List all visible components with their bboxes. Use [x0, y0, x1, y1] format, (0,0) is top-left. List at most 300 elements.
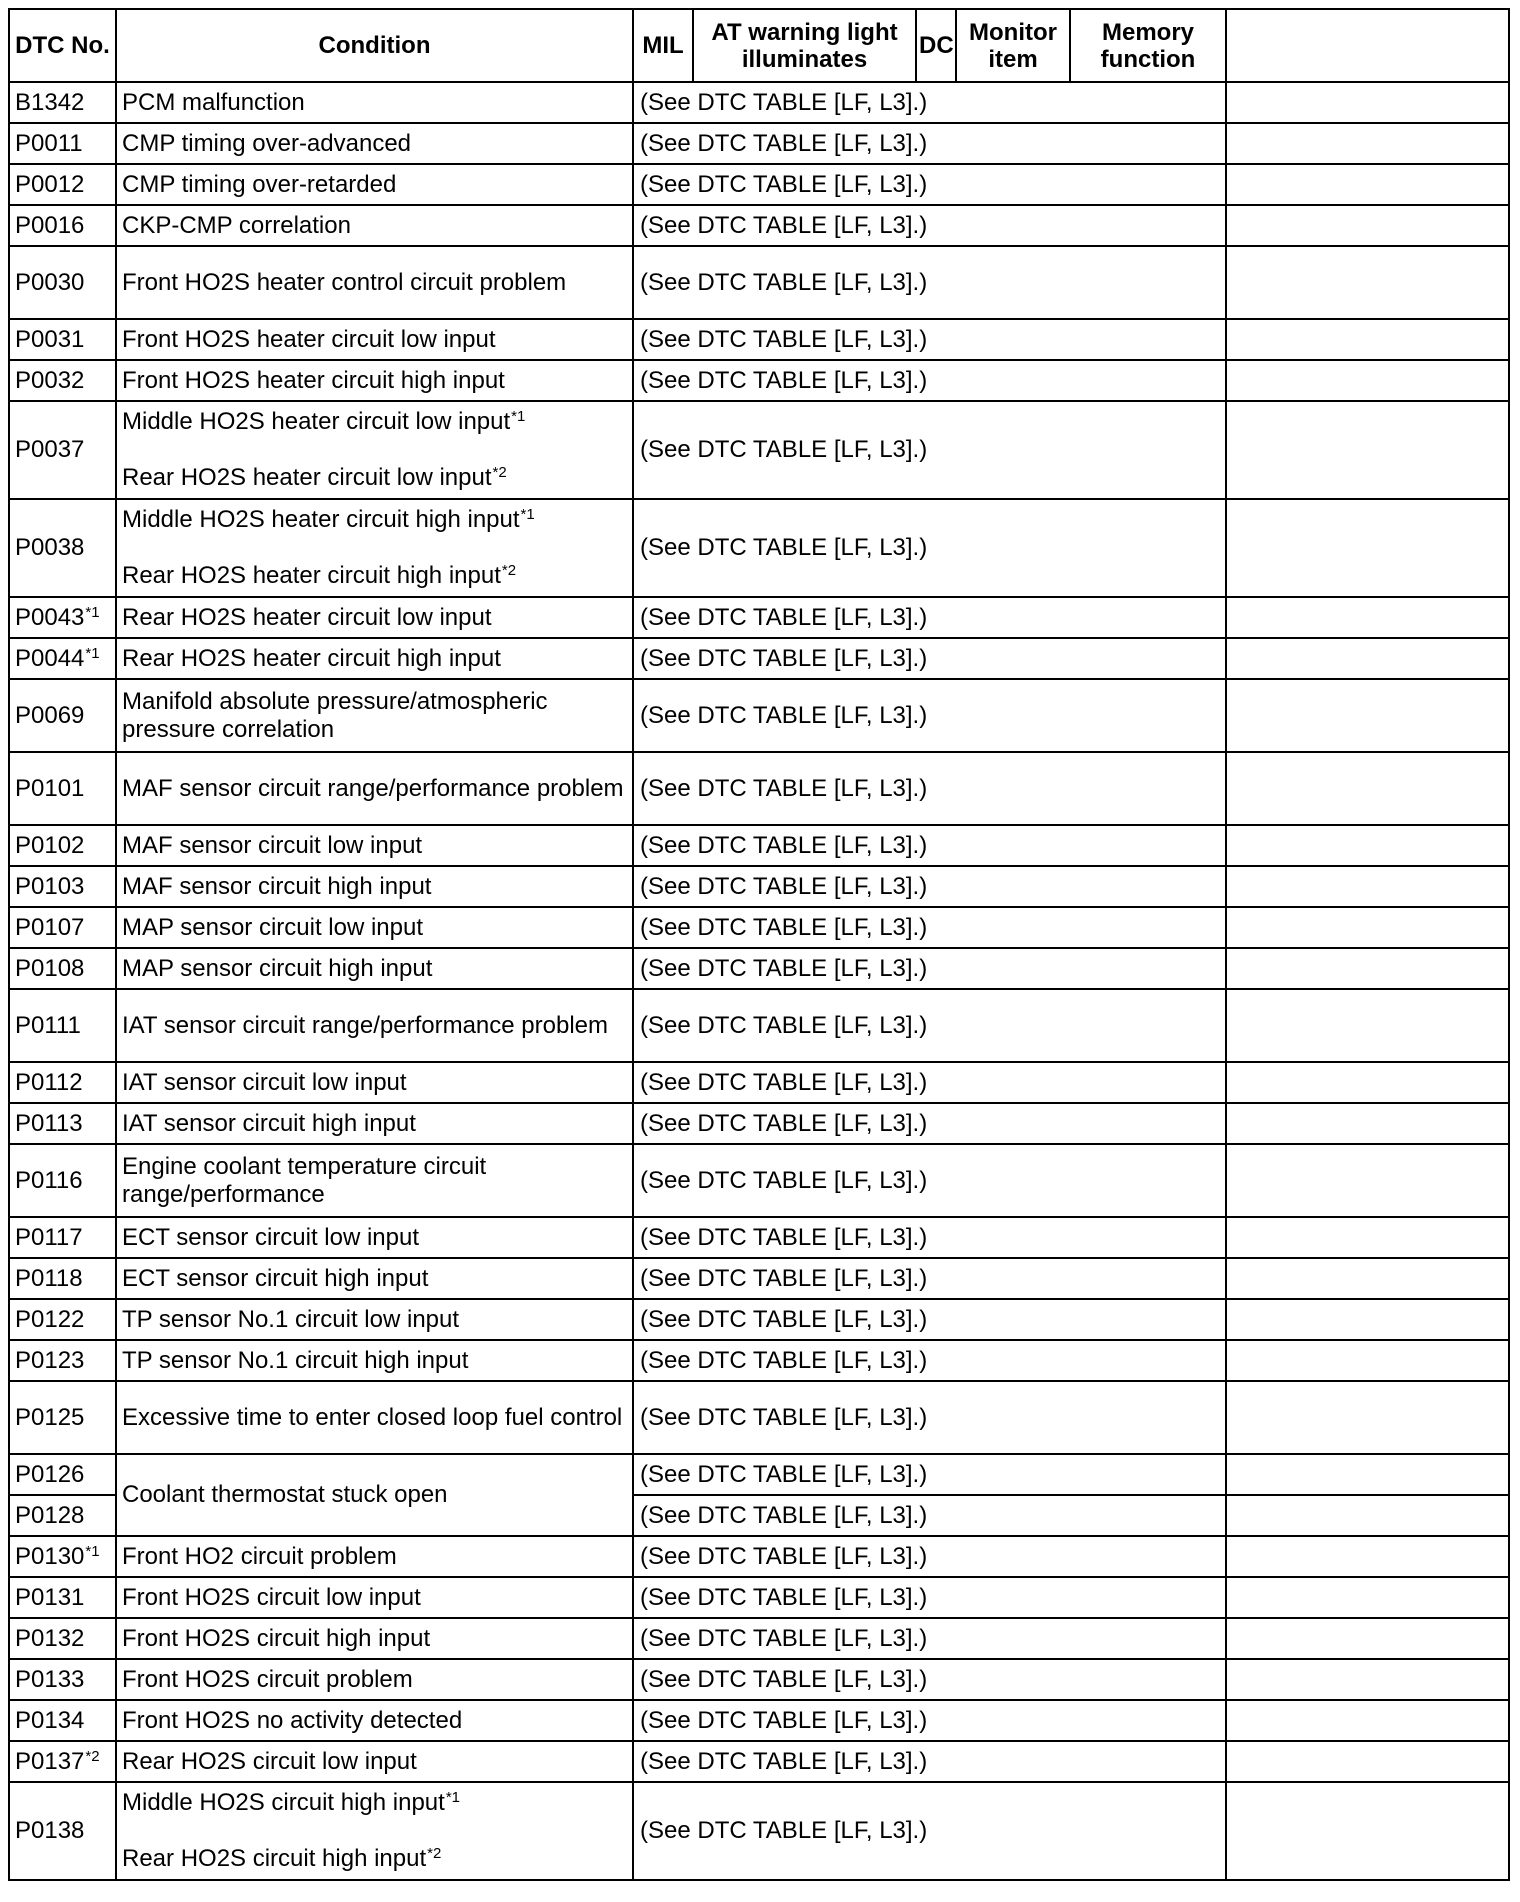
condition-text: MAF sensor circuit range/performance problem: [122, 774, 624, 802]
condition-text: Middle HO2S circuit high input: [122, 1789, 445, 1816]
dtc-code: P0016: [15, 211, 85, 239]
condition-cell: [116, 246, 633, 319]
empty-cell: [1226, 597, 1509, 638]
condition-text: IAT sensor circuit low input: [122, 1068, 407, 1096]
empty-cell: [1226, 1536, 1509, 1577]
condition-cell: [116, 123, 633, 164]
col-condition-header: Condition: [116, 9, 633, 82]
dtc-code-cell: [9, 1495, 116, 1536]
condition-line: [122, 1265, 428, 1292]
dtc-code: P0043: [15, 603, 85, 631]
empty-cell: [1226, 1495, 1509, 1536]
col-at-warning-header: AT warning light illuminates: [693, 9, 916, 82]
dtc-code-cell: [9, 82, 116, 123]
condition-text: Rear HO2S heater circuit high input: [122, 562, 501, 589]
table-row: [9, 1577, 1509, 1618]
dtc-code-cell: [9, 319, 116, 360]
condition-cell: [116, 1258, 633, 1299]
condition-cell: [116, 679, 633, 752]
condition-line: [122, 1012, 608, 1039]
dtc-code-cell: [9, 1782, 116, 1880]
dtc-table-reference: (See DTC TABLE [LF, L3].): [633, 638, 1226, 679]
condition-cell: [116, 1577, 633, 1618]
dtc-table-reference: (See DTC TABLE [LF, L3].): [633, 1782, 1226, 1880]
table-row: [9, 205, 1509, 246]
dtc-table-reference: (See DTC TABLE [LF, L3].): [633, 866, 1226, 907]
empty-cell: [1226, 123, 1509, 164]
dtc-code: P0131: [15, 1583, 85, 1611]
dtc-code: P0112: [15, 1068, 83, 1096]
condition-cell: [116, 319, 633, 360]
table-row: [9, 1700, 1509, 1741]
condition-text: Rear HO2S heater circuit low input: [122, 603, 492, 631]
empty-cell: [1226, 866, 1509, 907]
dtc-table-reference: (See DTC TABLE [LF, L3].): [633, 401, 1226, 499]
condition-text: Front HO2S heater control circuit problem: [122, 268, 567, 296]
dtc-code: P0125: [15, 1403, 85, 1431]
dtc-code: P0107: [15, 913, 85, 941]
dtc-table-reference: (See DTC TABLE [LF, L3].): [633, 164, 1226, 205]
condition-text: MAP sensor circuit low input: [122, 913, 424, 941]
empty-cell: [1226, 82, 1509, 123]
dtc-table-reference: (See DTC TABLE [LF, L3].): [633, 82, 1226, 123]
condition-line: [122, 1481, 448, 1508]
condition-text: Front HO2S circuit problem: [122, 1665, 413, 1693]
dtc-table-reference: (See DTC TABLE [LF, L3].): [633, 1299, 1226, 1340]
condition-line: [122, 562, 627, 590]
condition-line: [122, 688, 548, 743]
condition-cell: [116, 1340, 633, 1381]
empty-cell: [1226, 1454, 1509, 1495]
condition-text: CMP timing over-advanced: [122, 129, 412, 157]
table-row: [9, 164, 1509, 205]
condition-line: [122, 1845, 627, 1873]
dtc-code-cell: [9, 638, 116, 679]
table-row: [9, 1103, 1509, 1144]
condition-line: [122, 775, 624, 802]
condition-text: Manifold absolute pressure/atmospheric pressure correlation: [122, 687, 548, 743]
condition-cell: [116, 638, 633, 679]
empty-cell: [1226, 989, 1509, 1062]
table-body: [9, 82, 1509, 1880]
condition-line: [122, 873, 431, 900]
empty-cell: [1226, 1103, 1509, 1144]
table-row: [9, 1618, 1509, 1659]
empty-cell: [1226, 825, 1509, 866]
dtc-table-reference: (See DTC TABLE [LF, L3].): [633, 597, 1226, 638]
col-dc-header: DC: [916, 9, 956, 82]
condition-text: Coolant thermostat stuck open: [122, 1481, 448, 1508]
footnote-marker: *1: [445, 1789, 461, 1806]
table-row: [9, 866, 1509, 907]
table-row: [9, 1144, 1509, 1217]
dtc-code: P0111: [15, 1011, 81, 1039]
table-row: [9, 1741, 1509, 1782]
condition-line: [122, 955, 432, 982]
condition-cell: [116, 825, 633, 866]
condition-line: [122, 1069, 407, 1096]
footnote-marker: *1: [511, 408, 526, 425]
dtc-code-cell: [9, 679, 116, 752]
dtc-code-cell: [9, 948, 116, 989]
dtc-code-cell: [9, 1577, 116, 1618]
dtc-table-reference: (See DTC TABLE [LF, L3].): [633, 1741, 1226, 1782]
dtc-table-reference: (See DTC TABLE [LF, L3].): [633, 319, 1226, 360]
table-row: [9, 1299, 1509, 1340]
dtc-code: P0132: [15, 1624, 85, 1652]
dtc-code: P0038: [15, 534, 85, 561]
empty-cell: [1226, 752, 1509, 825]
footnote-marker: *2: [85, 1747, 100, 1765]
dtc-code: P0103: [15, 872, 85, 900]
col-mil-header: MIL: [633, 9, 693, 82]
empty-cell: [1226, 1299, 1509, 1340]
condition-text: IAT sensor circuit range/performance problem: [122, 1011, 608, 1039]
dtc-code-cell: [9, 866, 116, 907]
footnote-marker: *2: [427, 1845, 442, 1862]
condition-line: [122, 326, 496, 353]
condition-text: Front HO2S no activity detected: [122, 1706, 463, 1734]
dtc-code-cell: [9, 1217, 116, 1258]
dtc-code-cell: [9, 1258, 116, 1299]
dtc-code: P0101: [15, 774, 85, 802]
condition-line: [122, 645, 501, 672]
col-memory-header: Memory function: [1070, 9, 1226, 82]
dtc-code: P0037: [15, 436, 85, 463]
dtc-code: P0117: [15, 1223, 83, 1251]
dtc-code: P0128: [15, 1501, 85, 1529]
dtc-code-cell: [9, 499, 116, 597]
dtc-code: P0108: [15, 954, 85, 982]
dtc-code: P0123: [15, 1346, 85, 1374]
dtc-code: P0122: [15, 1305, 85, 1333]
condition-cell: [116, 205, 633, 246]
condition-cell: [116, 907, 633, 948]
condition-line: [122, 89, 305, 116]
table-row: [9, 1381, 1509, 1454]
dtc-code-cell: [9, 1618, 116, 1659]
dtc-code-cell: [9, 1536, 116, 1577]
dtc-table-reference: (See DTC TABLE [LF, L3].): [633, 1495, 1226, 1536]
table-row: [9, 825, 1509, 866]
condition-text: MAF sensor circuit low input: [122, 831, 423, 859]
dtc-code-cell: [9, 989, 116, 1062]
table-row: [9, 1258, 1509, 1299]
condition-text: Engine coolant temperature circuit range/performance: [122, 1152, 487, 1208]
condition-cell: [116, 1782, 633, 1880]
condition-text: Excessive time to enter closed loop fuel control: [122, 1403, 623, 1431]
dtc-table-reference: (See DTC TABLE [LF, L3].): [633, 1454, 1226, 1495]
empty-cell: [1226, 1782, 1509, 1880]
condition-text: Front HO2S heater circuit low input: [122, 325, 496, 353]
condition-line: [122, 1748, 417, 1775]
dtc-code-cell: [9, 825, 116, 866]
col-extra-header: [1226, 9, 1509, 82]
footnote-marker: *2: [501, 562, 517, 579]
dtc-table-reference: (See DTC TABLE [LF, L3].): [633, 1700, 1226, 1741]
dtc-table-reference: (See DTC TABLE [LF, L3].): [633, 246, 1226, 319]
condition-line: [122, 1543, 397, 1570]
dtc-table-reference: (See DTC TABLE [LF, L3].): [633, 360, 1226, 401]
condition-text: MAP sensor circuit high input: [122, 954, 433, 982]
condition-line: [122, 1404, 622, 1431]
condition-cell: [116, 752, 633, 825]
footnote-marker: *1: [520, 506, 535, 523]
dtc-table-reference: (See DTC TABLE [LF, L3].): [633, 1103, 1226, 1144]
condition-line: [122, 408, 627, 436]
condition-line: [122, 506, 627, 534]
footnote-marker: *2: [492, 464, 507, 481]
dtc-table-reference: (See DTC TABLE [LF, L3].): [633, 1144, 1226, 1217]
condition-cell: [116, 1454, 633, 1536]
table-row: [9, 319, 1509, 360]
dtc-table-reference: (See DTC TABLE [LF, L3].): [633, 1577, 1226, 1618]
empty-cell: [1226, 360, 1509, 401]
dtc-code-cell: [9, 1340, 116, 1381]
empty-cell: [1226, 246, 1509, 319]
dtc-table-reference: (See DTC TABLE [LF, L3].): [633, 1659, 1226, 1700]
condition-line: [122, 1666, 413, 1693]
condition-cell: [116, 989, 633, 1062]
condition-cell: [116, 1700, 633, 1741]
empty-cell: [1226, 319, 1509, 360]
dtc-code-cell: [9, 164, 116, 205]
dtc-code-cell: [9, 360, 116, 401]
dtc-code: P0116: [15, 1166, 83, 1194]
table-row: [9, 1782, 1509, 1880]
table-row: [9, 1340, 1509, 1381]
condition-text: CMP timing over-retarded: [122, 170, 397, 198]
condition-cell: [116, 401, 633, 499]
dtc-code-cell: [9, 597, 116, 638]
condition-text: Front HO2 circuit problem: [122, 1542, 397, 1570]
condition-line: [122, 1584, 421, 1611]
table-row: [9, 989, 1509, 1062]
dtc-code-cell: [9, 752, 116, 825]
table-row: [9, 907, 1509, 948]
condition-cell: [116, 499, 633, 597]
empty-cell: [1226, 1062, 1509, 1103]
dtc-code: P0113: [15, 1109, 83, 1137]
condition-line: [122, 1789, 627, 1817]
condition-line: [122, 269, 566, 296]
dtc-table-reference: (See DTC TABLE [LF, L3].): [633, 752, 1226, 825]
condition-line: [122, 1347, 468, 1374]
dtc-code: P0031: [15, 325, 85, 353]
dtc-code-cell: [9, 1381, 116, 1454]
empty-cell: [1226, 1381, 1509, 1454]
empty-cell: [1226, 679, 1509, 752]
dtc-code-cell: [9, 401, 116, 499]
condition-text: ECT sensor circuit low input: [122, 1223, 419, 1251]
dtc-table-reference: (See DTC TABLE [LF, L3].): [633, 123, 1226, 164]
condition-cell: [116, 360, 633, 401]
dtc-table-reference: (See DTC TABLE [LF, L3].): [633, 1340, 1226, 1381]
condition-line: [122, 1707, 462, 1734]
condition-text: PCM malfunction: [122, 88, 305, 116]
empty-cell: [1226, 907, 1509, 948]
condition-line: [122, 212, 351, 239]
table-row: [9, 597, 1509, 638]
condition-cell: [116, 597, 633, 638]
col-monitor-header: Monitor item: [956, 9, 1070, 82]
dtc-code: P0137: [15, 1747, 85, 1775]
condition-line: [122, 914, 423, 941]
condition-line: [122, 604, 492, 631]
dtc-table-reference: (See DTC TABLE [LF, L3].): [633, 499, 1226, 597]
condition-line: [122, 1110, 416, 1137]
condition-cell: [116, 1381, 633, 1454]
empty-cell: [1226, 205, 1509, 246]
dtc-code: B1342: [15, 88, 85, 116]
condition-cell: [116, 1062, 633, 1103]
empty-cell: [1226, 1577, 1509, 1618]
dtc-code-cell: [9, 1700, 116, 1741]
dtc-code: P0130: [15, 1542, 85, 1570]
condition-cell: [116, 1741, 633, 1782]
condition-text: Rear HO2S heater circuit low input: [122, 464, 492, 491]
table-row: [9, 752, 1509, 825]
empty-cell: [1226, 164, 1509, 205]
condition-cell: [116, 82, 633, 123]
table-row: [9, 246, 1509, 319]
condition-text: IAT sensor circuit high input: [122, 1109, 416, 1137]
condition-text: Rear HO2S heater circuit high input: [122, 644, 501, 672]
dtc-code: P0032: [15, 366, 85, 394]
dtc-code: P0102: [15, 831, 85, 859]
dtc-code: P0011: [15, 129, 83, 157]
dtc-table-reference: (See DTC TABLE [LF, L3].): [633, 679, 1226, 752]
condition-line: [122, 464, 627, 492]
condition-cell: [116, 948, 633, 989]
table-row: [9, 1536, 1509, 1577]
condition-text: Front HO2S circuit high input: [122, 1624, 431, 1652]
dtc-code: P0126: [15, 1460, 85, 1488]
table-row: [9, 1659, 1509, 1700]
condition-text: Middle HO2S heater circuit high input: [122, 506, 520, 533]
empty-cell: [1226, 948, 1509, 989]
footnote-marker: *1: [85, 1542, 100, 1560]
condition-line: [122, 1153, 486, 1208]
dtc-code-cell: [9, 1659, 116, 1700]
condition-line: [122, 1625, 430, 1652]
empty-cell: [1226, 1700, 1509, 1741]
empty-cell: [1226, 1741, 1509, 1782]
table-row: [9, 1217, 1509, 1258]
dtc-code-cell: [9, 1103, 116, 1144]
dtc-table-reference: (See DTC TABLE [LF, L3].): [633, 1217, 1226, 1258]
dtc-code: P0030: [15, 268, 85, 296]
dtc-table-reference: (See DTC TABLE [LF, L3].): [633, 948, 1226, 989]
dtc-code: P0044: [15, 644, 85, 672]
condition-cell: [116, 866, 633, 907]
dtc-code: P0134: [15, 1706, 85, 1734]
table-row: [9, 638, 1509, 679]
condition-text: ECT sensor circuit high input: [122, 1264, 429, 1292]
dtc-code: P0138: [15, 1817, 85, 1844]
condition-cell: [116, 1144, 633, 1217]
table-row: [9, 123, 1509, 164]
header-row: [9, 9, 1509, 82]
condition-text: Middle HO2S heater circuit low input: [122, 408, 511, 435]
col-dtc-header: DTC No.: [9, 9, 116, 82]
empty-cell: [1226, 1659, 1509, 1700]
condition-line: [122, 171, 396, 198]
table-row: [9, 948, 1509, 989]
dtc-table: [8, 8, 1510, 1881]
dtc-code-cell: [9, 907, 116, 948]
dtc-table-reference: (See DTC TABLE [LF, L3].): [633, 1618, 1226, 1659]
dtc-table-reference: (See DTC TABLE [LF, L3].): [633, 1258, 1226, 1299]
dtc-table-reference: (See DTC TABLE [LF, L3].): [633, 1381, 1226, 1454]
table-row: [9, 499, 1509, 597]
table-row: [9, 401, 1509, 499]
table-row: [9, 82, 1509, 123]
condition-cell: [116, 164, 633, 205]
dtc-table-reference: (See DTC TABLE [LF, L3].): [633, 205, 1226, 246]
condition-cell: [116, 1536, 633, 1577]
condition-text: Rear HO2S circuit high input: [122, 1845, 427, 1872]
dtc-code-cell: [9, 1741, 116, 1782]
table-row: [9, 1454, 1509, 1495]
empty-cell: [1226, 1258, 1509, 1299]
empty-cell: [1226, 1144, 1509, 1217]
dtc-code-cell: [9, 1062, 116, 1103]
condition-line: [122, 130, 411, 157]
dtc-code: P0012: [15, 170, 85, 198]
condition-text: TP sensor No.1 circuit low input: [122, 1305, 460, 1333]
condition-line: [122, 1224, 419, 1251]
condition-text: CKP-CMP correlation: [122, 211, 351, 239]
dtc-table-reference: (See DTC TABLE [LF, L3].): [633, 1536, 1226, 1577]
dtc-code-cell: [9, 1144, 116, 1217]
dtc-code: P0133: [15, 1665, 85, 1693]
dtc-code-cell: [9, 246, 116, 319]
condition-cell: [116, 1299, 633, 1340]
condition-line: [122, 367, 505, 394]
table-row: [9, 1062, 1509, 1103]
empty-cell: [1226, 638, 1509, 679]
dtc-code: P0118: [15, 1264, 83, 1292]
dtc-code-cell: [9, 123, 116, 164]
empty-cell: [1226, 1217, 1509, 1258]
dtc-table-reference: (See DTC TABLE [LF, L3].): [633, 1062, 1226, 1103]
condition-line: [122, 832, 422, 859]
footnote-marker: *1: [85, 644, 100, 662]
empty-cell: [1226, 1340, 1509, 1381]
condition-text: MAF sensor circuit high input: [122, 872, 432, 900]
empty-cell: [1226, 499, 1509, 597]
dtc-code-cell: [9, 205, 116, 246]
dtc-table-reference: (See DTC TABLE [LF, L3].): [633, 825, 1226, 866]
dtc-code-cell: [9, 1299, 116, 1340]
table-row: [9, 360, 1509, 401]
condition-cell: [116, 1618, 633, 1659]
dtc-code-cell: [9, 1454, 116, 1495]
condition-text: Front HO2S heater circuit high input: [122, 366, 505, 394]
dtc-code: P0069: [15, 701, 85, 729]
dtc-table-reference: (See DTC TABLE [LF, L3].): [633, 989, 1226, 1062]
condition-text: Rear HO2S circuit low input: [122, 1747, 417, 1775]
empty-cell: [1226, 401, 1509, 499]
table-row: [9, 679, 1509, 752]
condition-cell: [116, 1217, 633, 1258]
condition-line: [122, 1306, 459, 1333]
condition-text: Front HO2S circuit low input: [122, 1583, 421, 1611]
condition-cell: [116, 1659, 633, 1700]
condition-text: TP sensor No.1 circuit high input: [122, 1346, 469, 1374]
dtc-table-reference: (See DTC TABLE [LF, L3].): [633, 907, 1226, 948]
